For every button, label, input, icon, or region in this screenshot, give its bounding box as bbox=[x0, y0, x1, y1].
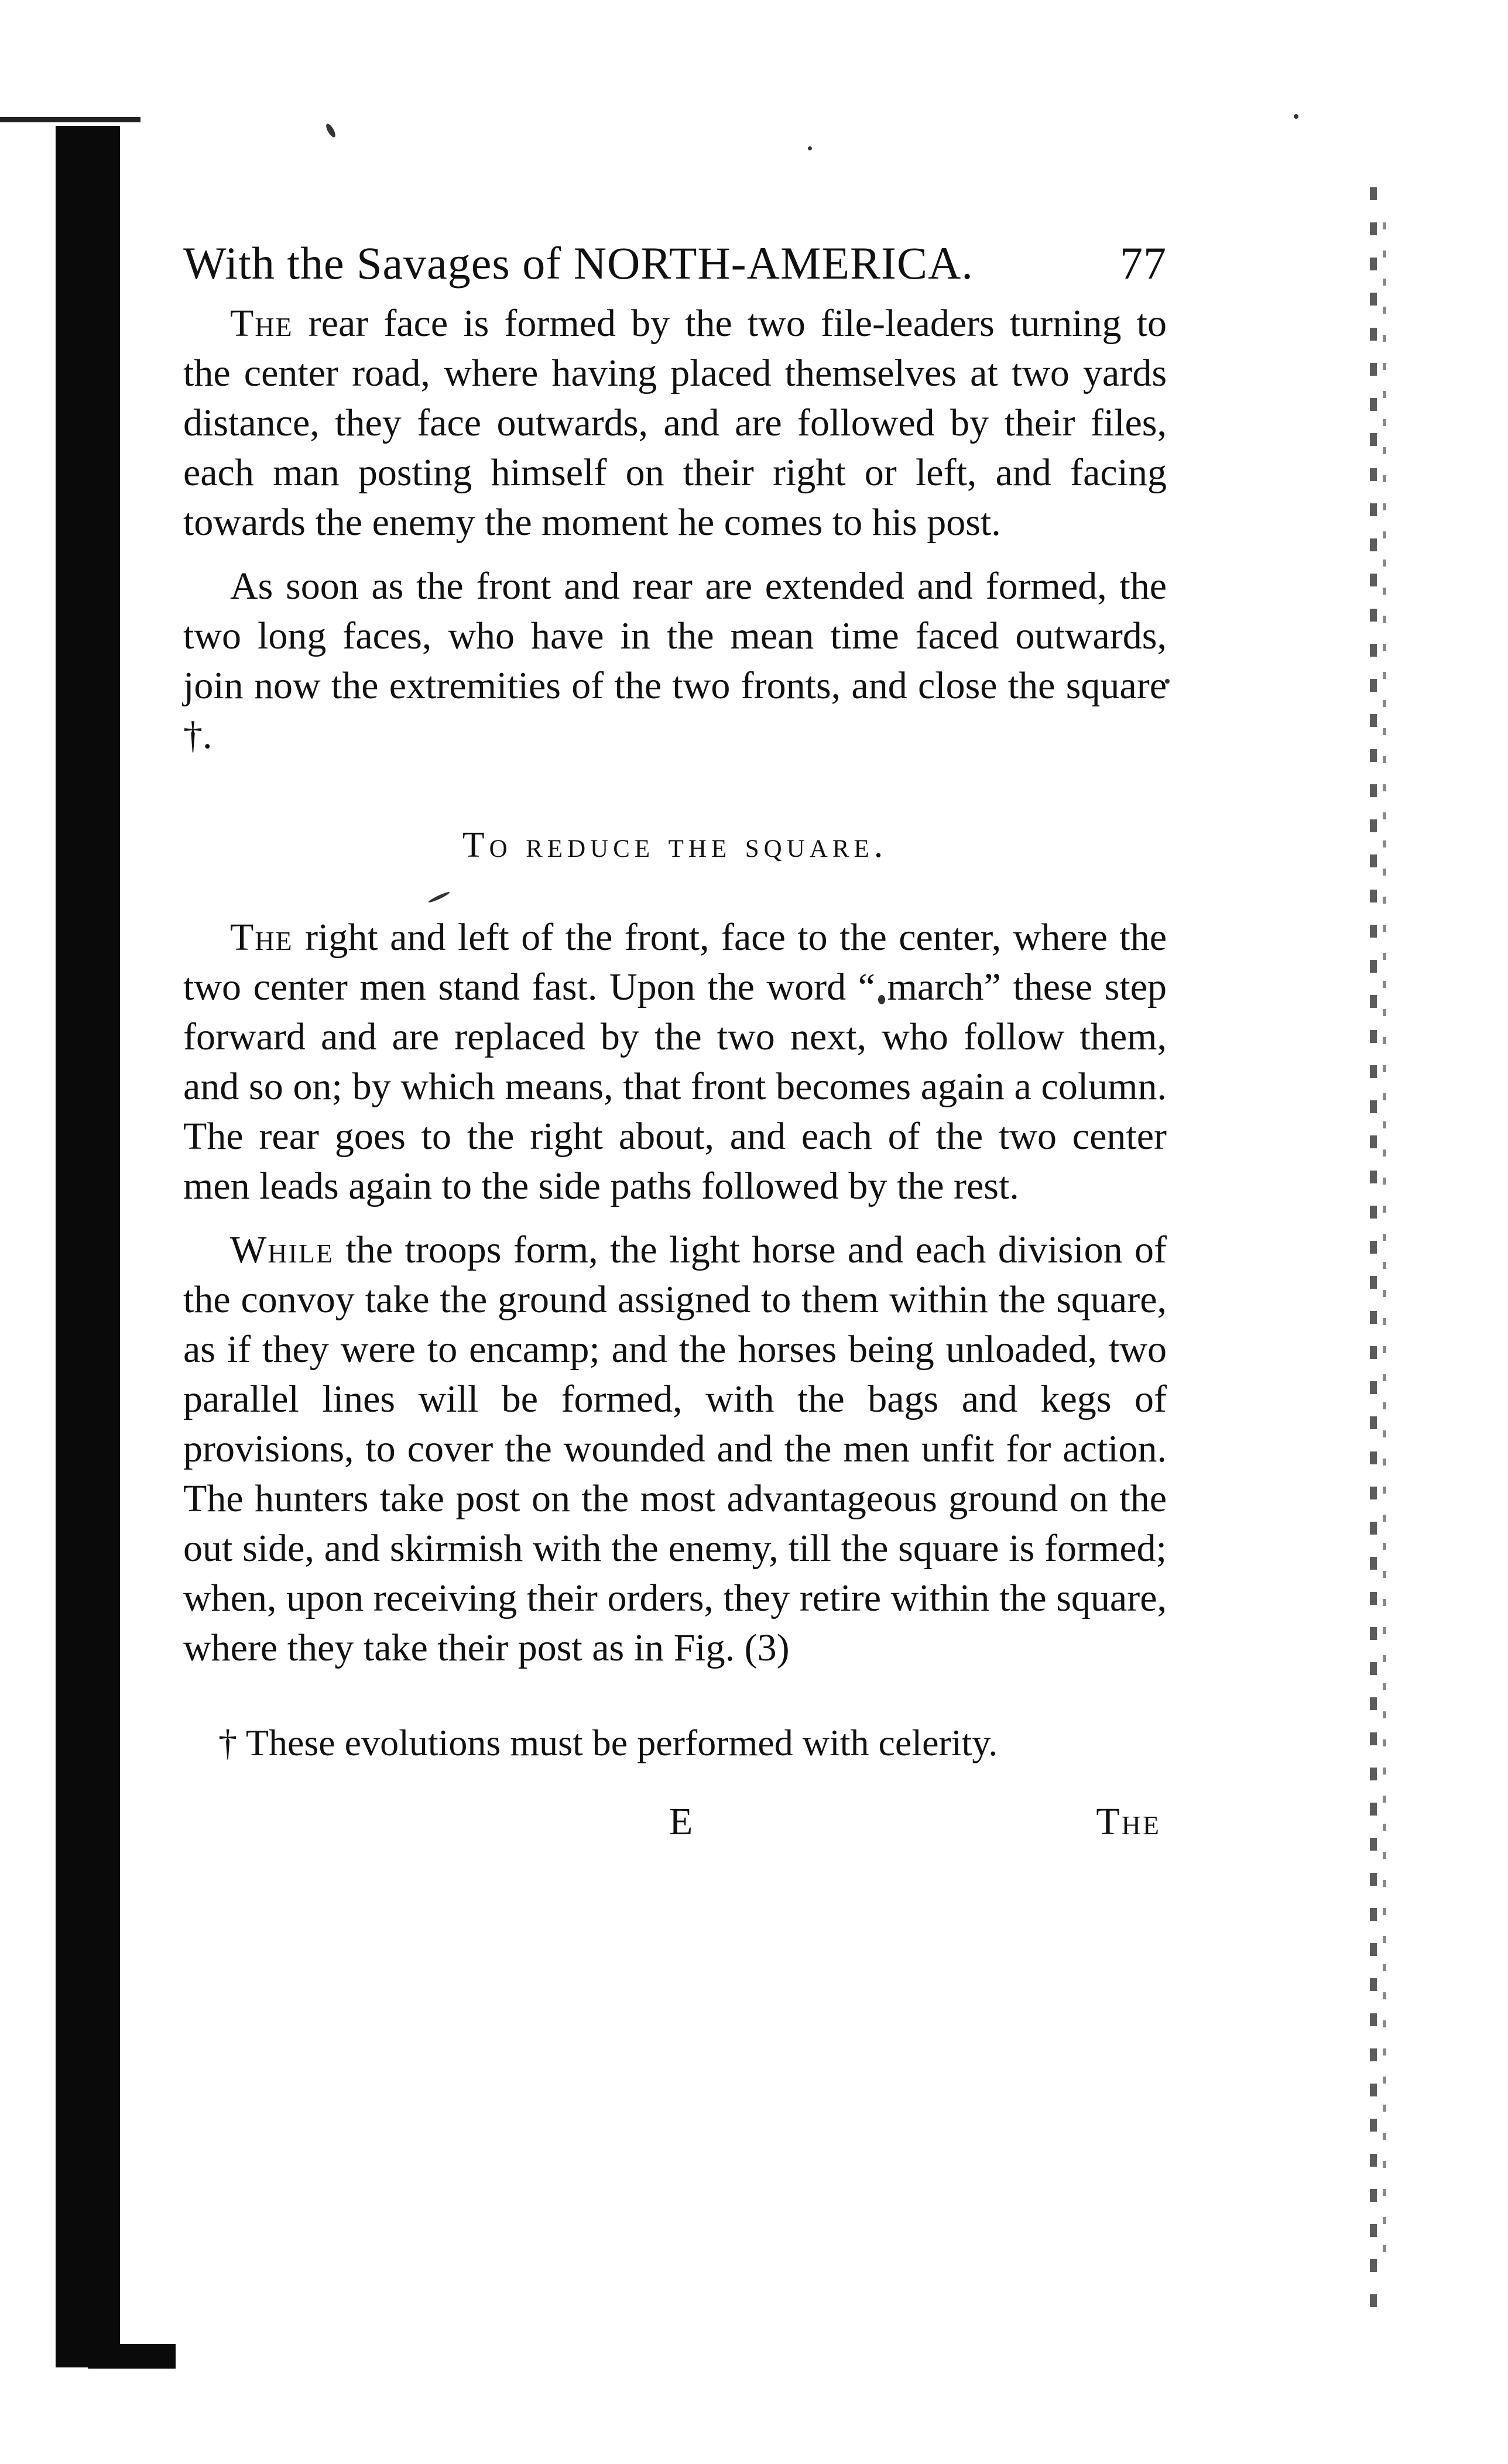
ink-speck bbox=[324, 122, 337, 139]
page-footer bbox=[183, 1790, 1167, 1854]
paragraph-troops-form bbox=[183, 1225, 1167, 1673]
paragraph-text: As soon as the front and rear are extended and formed, the two long faces, who have in the mean time faced outwards, join now the extremities of the two fronts, and close the square †. bbox=[183, 565, 1167, 757]
page-number: 77 bbox=[1120, 238, 1167, 289]
ink-speck bbox=[808, 146, 812, 150]
binding-edge-top bbox=[0, 117, 140, 122]
paragraph-text: rear face is formed by the two file-leaders turning to the center road, where having placed themselves at two yards distance, they face outwards, and are followed by their files, each man posting himself on their right or left, and facing towards the enemy the moment he comes to his post. bbox=[183, 302, 1167, 544]
running-title: With the Savages of NORTH-AMERICA. bbox=[183, 238, 974, 289]
ink-speck bbox=[1294, 114, 1298, 119]
paragraph-rear-face bbox=[183, 298, 1167, 547]
binding-gutter-shadow bbox=[56, 126, 120, 2367]
paragraph-text: the troops form, the light horse and each division of the convoy take the ground assigned to them within the square, as if they were to encamp; and the horses being unloaded, two parallel lines will be formed, with the bags and kegs of provisions, to cover the wounded and the men unfit for action. The hunters take post on the most advantageous ground on the out side, and skirmish with the enemy, till the square is formed; when, upon receiving their orders, they retire within the square, where they take their post as in Fig. (3) bbox=[183, 1228, 1167, 1669]
page-edge-marks bbox=[1370, 187, 1377, 2324]
paragraph-long-faces bbox=[183, 561, 1167, 760]
paragraph-lead-word: While bbox=[230, 1228, 334, 1271]
catchword: The bbox=[1096, 1800, 1161, 1843]
binding-gutter-foot bbox=[88, 2344, 176, 2369]
paragraph-lead-word: The bbox=[230, 916, 293, 959]
paragraph-reduce-square bbox=[183, 912, 1167, 1211]
paragraph-text: right and left of the front, face to the center, where the two center men stand fast. Upon the word “ march” these step forward and are replaced by the two next, who follow them, and so on; by which means, that front becomes again a column. The rear goes to the right about, and each of the two center men leads again to the side paths followed by the rest. bbox=[183, 916, 1167, 1207]
paragraph-lead-word: The bbox=[230, 302, 293, 345]
book-page bbox=[183, 228, 1167, 1854]
page-header bbox=[183, 228, 1167, 298]
section-heading: To reduce the square. bbox=[462, 825, 888, 865]
footnote: † These evolutions must be performed with celerity. bbox=[218, 1722, 998, 1763]
signature-mark: E bbox=[669, 1800, 693, 1843]
page-edge-marks-inner bbox=[1383, 222, 1386, 2271]
